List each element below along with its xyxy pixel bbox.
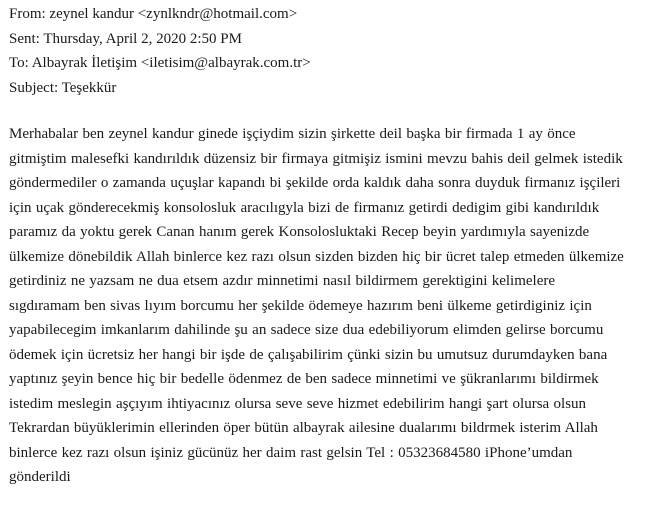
subject-line: Subject: Teşekkür <box>9 79 117 96</box>
body-line: getirdiniz ne yazsam ne dua etsem azdır minnetimi nasıl bildirmem gerektigini kelimelere <box>9 273 556 289</box>
email-body <box>9 122 649 490</box>
body-line: gönderildi <box>9 469 71 485</box>
sent-line: Sent: Thursday, April 2, 2020 2:50 PM <box>9 30 242 47</box>
body-line: Merhabalar ben zeynel kandur ginede işçiydim sizin şirkette deil başka bir firmada 1 ay önce <box>9 126 576 142</box>
body-line: için uçak gönderecekmiş konsolosluk aracılıgyla bizi de firmanız getirdi dedigim gibi kandırıldık <box>9 199 600 216</box>
email-header <box>9 2 649 100</box>
from-line: From: zeynel kandur <zynlkndr@hotmail.com> <box>9 6 298 22</box>
to-line: To: Albayrak İletişim <iletisim@albayrak.com.tr> <box>9 55 311 71</box>
body-line: binlerce kez razı olsun işiniz gücünüz her daim rast gelsin Tel : 05323684580 iPhone’umdan <box>9 444 573 461</box>
body-line: yapabilecegim imkanlarım dahilinde şu an sadece size dua edebiliyorum elimden gelirse borcumu <box>9 322 604 338</box>
body-line: istedim meslegin aşçıyım ihtiyacınız olursa seve seve hizmet edebilirim hangi şart olursa olsun <box>9 395 587 412</box>
body-line: gitmiştim malesefki kandırıldık düzensiz bir firmaya gitmişiz ismini mevzu bahis deil gelmek istedik <box>9 150 623 167</box>
body-line: ödemek için ücretsiz her hangi bir işde de çalışabilirim çünki sizin bu umutsuz durumdayken bana <box>9 346 608 363</box>
body-line: yaptınız şeyin bence hiç bir bedelle ödenmez de ben sadece minnetimi ve şükranlarımı bildirmek <box>9 371 599 387</box>
body-line: Tekrardan büyüklerimin ellerinden öper bütün albayrak ailesine dualarımı bildrmek isterim Allah <box>9 420 598 436</box>
body-line: göndermediler o zamanda uçuşlar kapandı bi şekilde orda kaldık daha sonra duyduk firmanız işçileri <box>9 175 621 191</box>
body-line: paramız da yoktu gerek Canan hanım gerek Konsolosluktaki Recep beyin yardımıyla sayenizde <box>9 224 590 240</box>
body-line: ülkemize dönebildik Allah binlerce kez razı olsun sizden bizden hiç bir ücret talep etmeden ülkemize <box>9 248 624 265</box>
body-line: sıgdıramam ben sivas lıyım borcumu her şekilde ödemeye hazırım beni ülkeme getirdiginiz için <box>9 297 592 314</box>
